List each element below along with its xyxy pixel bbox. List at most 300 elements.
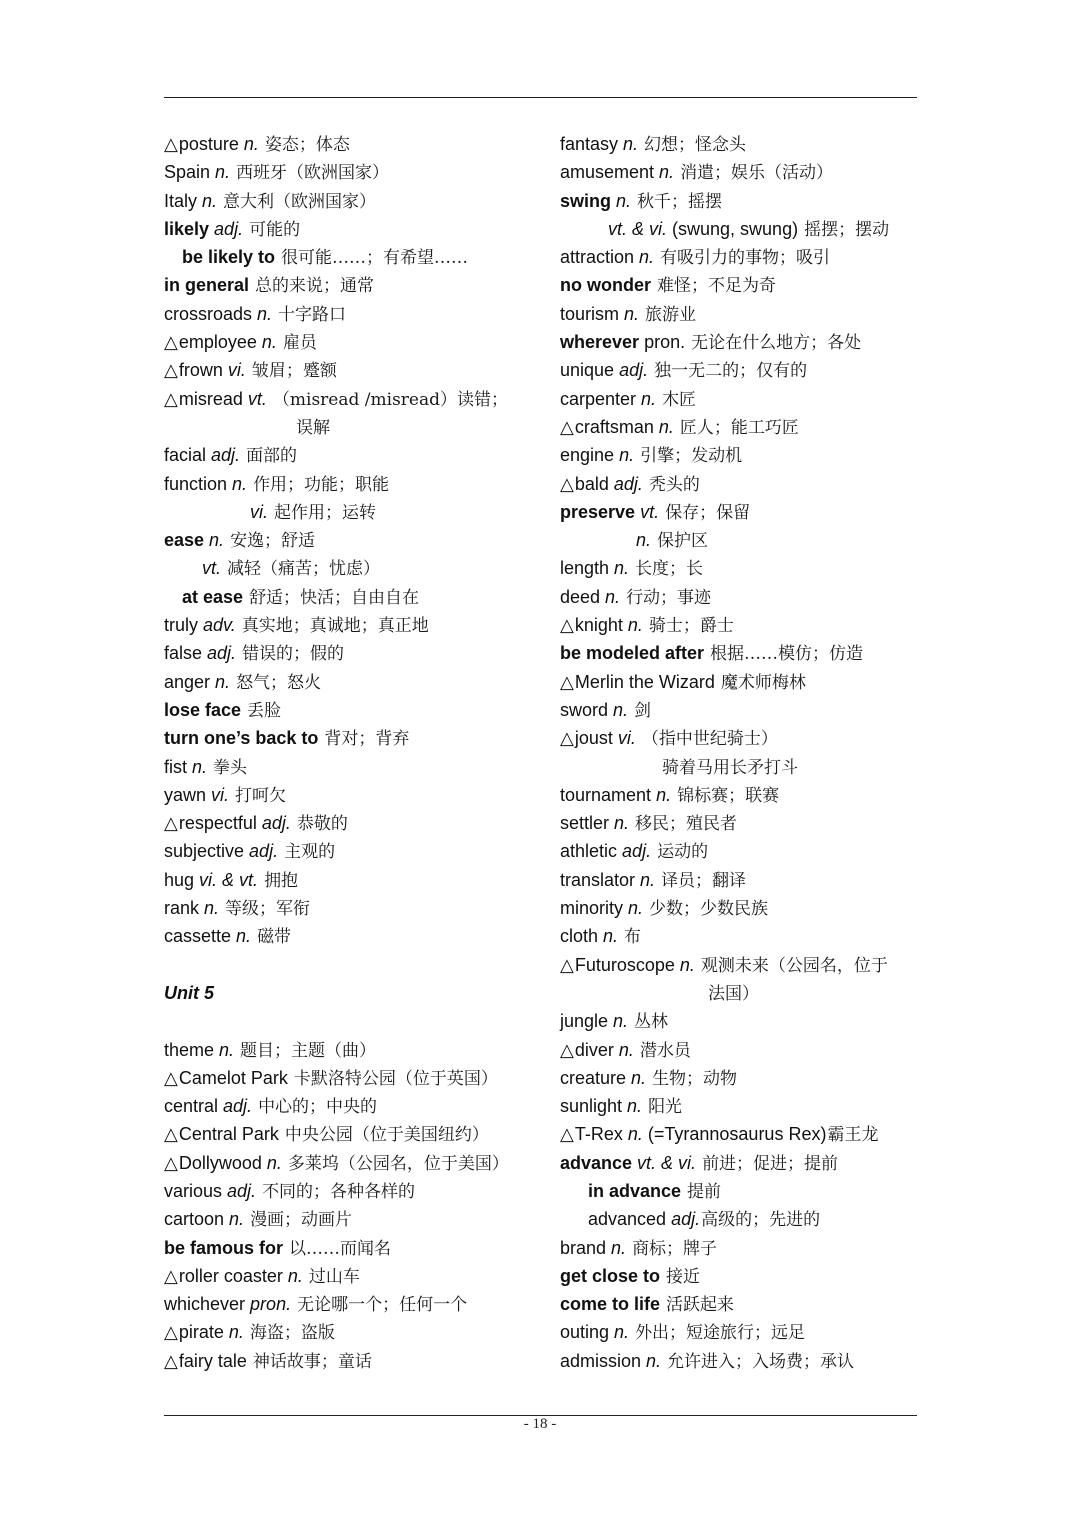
headword: be likely to — [182, 247, 276, 268]
chinese-meaning: 面部的 — [246, 446, 298, 467]
vocab-entry — [164, 1149, 544, 1177]
chinese-meaning: 磁带 — [257, 927, 292, 948]
part-of-speech: vi. — [612, 728, 636, 749]
vocab-entry — [164, 215, 544, 243]
chinese-meaning: 锦标赛；联赛 — [677, 785, 780, 806]
part-of-speech: n. — [600, 586, 621, 607]
chinese-meaning: 骑士；爵士 — [648, 616, 734, 637]
part-of-speech: n. — [635, 869, 656, 890]
part-of-speech: n. — [210, 671, 231, 692]
vocab-entry — [560, 356, 930, 384]
vocab-entry — [164, 753, 544, 781]
right-column — [560, 130, 930, 1375]
chinese-meaning: 丛林 — [634, 1012, 669, 1033]
chinese-meaning: 霸王龙 — [827, 1125, 879, 1146]
triangle-icon: △ — [560, 615, 574, 636]
chinese-meaning: 外出；短途旅行；远足 — [635, 1323, 806, 1344]
part-of-speech: adj. — [209, 218, 244, 239]
part-of-speech: n. — [634, 247, 655, 268]
headword: athletic — [560, 841, 618, 862]
chinese-meaning: 保护区 — [657, 531, 709, 552]
triangle-icon: △ — [164, 388, 178, 409]
chinese-meaning: 起作用；运转 — [274, 502, 376, 523]
vocab-entry — [164, 328, 544, 356]
part-of-speech: adj. — [222, 1180, 257, 1201]
part-of-speech: adj. — [617, 841, 652, 862]
headword: ease — [164, 530, 205, 551]
headword: no wonder — [560, 275, 651, 296]
chinese-meaning: 打呵欠 — [235, 785, 287, 806]
vocab-entry — [164, 1347, 544, 1375]
vocab-entry — [560, 1149, 930, 1177]
headword: cloth — [560, 926, 599, 947]
part-of-speech: n. — [608, 1011, 629, 1032]
chinese-meaning: 过山车 — [308, 1266, 360, 1287]
chinese-meaning: 等级；军衔 — [225, 899, 311, 920]
headword: theme — [164, 1039, 215, 1060]
vocab-entry — [164, 158, 544, 186]
vocab-entry — [560, 271, 930, 299]
part-of-speech: n. — [608, 699, 629, 720]
vocab-entry — [560, 809, 930, 837]
vocab-entry — [560, 243, 930, 271]
part-of-speech: n. — [614, 445, 635, 466]
headword: in advance — [588, 1180, 682, 1201]
vocab-entry — [164, 894, 544, 922]
chinese-meaning: 有吸引力的事物；吸引 — [660, 248, 831, 269]
vocab-entry — [164, 526, 544, 554]
chinese-meaning: 丢脸 — [247, 700, 282, 721]
headword: whichever — [164, 1294, 246, 1315]
headword: truly — [164, 615, 199, 636]
chinese-meaning: 布 — [624, 927, 642, 948]
headword: Italy — [164, 190, 198, 211]
part-of-speech: n. — [238, 134, 259, 154]
chinese-meaning: 主观的 — [284, 842, 336, 863]
chinese-meaning: 恭敬的 — [296, 814, 348, 835]
vocab-entry — [164, 866, 544, 894]
vocab-entry — [560, 781, 930, 809]
headword: likely — [164, 218, 210, 239]
headword: roller coaster — [178, 1265, 283, 1286]
triangle-icon: △ — [560, 416, 574, 437]
vocab-entry — [560, 1234, 930, 1262]
chinese-meaning: 旅游业 — [645, 304, 697, 325]
headword: crossroads — [164, 303, 253, 324]
chinese-meaning: 商标；牌子 — [632, 1238, 718, 1259]
part-of-speech: n. — [261, 1152, 282, 1173]
vocab-entry — [164, 1064, 544, 1092]
chinese-meaning: 阳光 — [648, 1097, 683, 1118]
chinese-meaning: 无论在什么地方；各处 — [691, 333, 862, 354]
chinese-meaning: 意大利（欧洲国家） — [223, 191, 377, 212]
chinese-meaning: 背对；背弃 — [324, 729, 410, 750]
headword: admission — [560, 1350, 642, 1371]
chinese-meaning: 提前 — [687, 1181, 722, 1202]
part-of-speech: n. — [224, 1209, 245, 1230]
triangle-icon: △ — [560, 728, 574, 749]
chinese-meaning: 减轻（痛苦；忧虑） — [227, 559, 381, 580]
headword: Spain — [164, 162, 211, 183]
vocab-entry — [560, 724, 930, 752]
vocab-entry — [164, 1205, 544, 1233]
chinese-meaning: 很可能……；有希望…… — [281, 248, 469, 269]
chinese-meaning: 错误的；假的 — [242, 644, 345, 665]
part-of-speech: n. — [654, 162, 675, 183]
part-of-speech: n. — [636, 530, 652, 551]
part-of-speech: adj. — [202, 643, 237, 664]
headword: unique — [560, 360, 615, 381]
chinese-meaning: 消遣；娱乐（活动） — [680, 163, 834, 184]
headword: Dollywood — [178, 1152, 262, 1173]
chinese-meaning: 安逸；舒适 — [230, 531, 316, 552]
headword: sunlight — [560, 1096, 623, 1117]
headword: creature — [560, 1067, 627, 1088]
vocab-entry — [164, 1234, 544, 1262]
headword: outing — [560, 1322, 610, 1343]
part-of-speech: pron. — [639, 332, 686, 353]
vocab-entry — [164, 243, 544, 271]
vocab-entry — [560, 979, 930, 1007]
vocab-entry — [164, 413, 544, 441]
headword: come to life — [560, 1294, 661, 1315]
chinese-meaning: 以……而闻名 — [289, 1238, 392, 1259]
headword: carpenter — [560, 388, 637, 409]
part-of-speech: vi. — [206, 784, 230, 805]
part-of-speech: n. — [653, 416, 674, 437]
triangle-icon: △ — [560, 1039, 574, 1060]
headword: preserve — [560, 501, 636, 522]
headword: hug — [164, 869, 195, 890]
vocab-entry — [560, 158, 930, 186]
headword: posture — [178, 134, 239, 154]
part-of-speech: n. — [609, 1322, 630, 1343]
chinese-meaning: 接近 — [666, 1266, 701, 1287]
chinese-meaning: 无论哪一个；任何一个 — [297, 1295, 468, 1316]
chinese-meaning: 误解 — [296, 417, 330, 438]
chinese-meaning: 多莱坞（公园名，位于美国） — [287, 1153, 509, 1174]
vocab-entry — [164, 554, 544, 582]
vocab-entry — [164, 583, 544, 611]
chinese-meaning: 怒气；怒火 — [236, 672, 322, 693]
chinese-meaning: 观测未来（公园名，位于 — [700, 955, 888, 976]
vocab-entry — [560, 1318, 930, 1346]
vocab-entry — [560, 696, 930, 724]
part-of-speech: adj. — [608, 473, 643, 494]
headword: sword — [560, 699, 609, 720]
part-of-speech: n. — [611, 190, 632, 211]
chinese-meaning: 高级的；先进的 — [701, 1210, 821, 1231]
headword: joust — [574, 728, 613, 749]
part-of-speech: vi. — [250, 501, 268, 522]
headword: translator — [560, 869, 636, 890]
part-of-speech: n. — [622, 615, 643, 636]
vocab-entry — [164, 696, 544, 724]
part-of-speech: adj. — [244, 841, 279, 862]
triangle-icon: △ — [164, 1067, 178, 1088]
headword: in general — [164, 275, 250, 296]
vocab-entry — [560, 1064, 930, 1092]
part-of-speech: n. — [223, 1322, 244, 1343]
chinese-meaning: 秃头的 — [648, 474, 700, 495]
part-of-speech: adj. — [206, 445, 241, 466]
chinese-meaning: 移民；殖民者 — [635, 814, 738, 835]
vocab-entry — [164, 837, 544, 865]
chinese-meaning: 十字路口 — [278, 304, 347, 325]
chinese-meaning: 神话故事；童话 — [252, 1351, 372, 1372]
part-of-speech: n. — [252, 303, 273, 324]
chinese-meaning: 译员；翻译 — [661, 870, 747, 891]
chinese-meaning: 运动的 — [657, 842, 709, 863]
triangle-icon: △ — [164, 134, 178, 154]
part-of-speech: n. — [609, 558, 630, 579]
vocab-entry — [560, 498, 930, 526]
vocab-entry — [164, 1177, 544, 1205]
part-of-speech: n. — [187, 756, 208, 777]
triangle-icon: △ — [164, 1152, 178, 1173]
part-of-speech: n. — [231, 926, 252, 947]
chinese-meaning: 活跃起来 — [666, 1295, 735, 1316]
vocab-entry — [164, 922, 544, 950]
part-of-speech: vt. — [635, 501, 660, 522]
part-of-speech: adj. — [666, 1209, 701, 1230]
vocab-entry — [164, 781, 544, 809]
vocab-entry — [164, 611, 544, 639]
headword: pirate — [178, 1322, 224, 1343]
headword: be famous for — [164, 1237, 284, 1258]
chinese-meaning: 卡默洛特公园（位于英国） — [293, 1068, 498, 1089]
chinese-meaning: 雇员 — [282, 333, 317, 354]
vocab-entry — [560, 611, 930, 639]
chinese-meaning: 长度；长 — [635, 559, 704, 580]
headword: various — [164, 1180, 223, 1201]
chinese-meaning: 行动；事迹 — [626, 587, 712, 608]
chinese-meaning: 少数；少数民族 — [649, 899, 769, 920]
vocab-entry — [560, 526, 930, 554]
vocab-entry — [164, 1262, 544, 1290]
vocab-entry — [164, 809, 544, 837]
left-column — [164, 130, 544, 1375]
part-of-speech: n. — [622, 1096, 643, 1117]
part-of-speech: n. — [623, 898, 644, 919]
headword: function — [164, 473, 228, 494]
headword: advance — [560, 1152, 633, 1173]
word-note: (swung, swung) — [667, 218, 799, 239]
chinese-meaning: 摇摆；摆动 — [804, 219, 890, 240]
vocab-entry — [560, 385, 930, 413]
part-of-speech: adj. — [256, 813, 291, 834]
vocab-entry — [164, 639, 544, 667]
part-of-speech: vi. & vt. — [194, 869, 259, 890]
headword: facial — [164, 445, 207, 466]
part-of-speech: vi. — [222, 360, 246, 381]
vocab-entry — [164, 187, 544, 215]
chinese-meaning: 允许进入；入场费；承认 — [667, 1351, 855, 1372]
headword: misread — [178, 388, 243, 409]
vocab-entry — [164, 385, 544, 413]
part-of-speech: n. — [256, 332, 277, 353]
part-of-speech: n. — [214, 1039, 235, 1060]
chinese-meaning: 生物；动物 — [652, 1068, 738, 1089]
vocab-entry — [560, 300, 930, 328]
headword: rank — [164, 898, 200, 919]
part-of-speech: n. — [227, 473, 248, 494]
chinese-meaning: 木匠 — [662, 389, 697, 410]
vocab-entry — [560, 187, 930, 215]
headword: anger — [164, 671, 211, 692]
part-of-speech: n. — [619, 303, 640, 324]
chinese-meaning: 真实地；真诚地；真正地 — [241, 616, 429, 637]
headword: Futuroscope — [574, 954, 675, 975]
vocab-entry — [560, 1205, 930, 1233]
chinese-meaning: 中央公园（位于美国纽约） — [284, 1125, 489, 1146]
vocab-entry — [560, 1347, 930, 1375]
triangle-icon: △ — [560, 473, 574, 494]
part-of-speech: n. — [636, 388, 657, 409]
headword: cartoon — [164, 1209, 225, 1230]
vocab-entry — [164, 271, 544, 299]
headword: settler — [560, 813, 610, 834]
vocab-entry — [164, 1290, 544, 1318]
chinese-meaning: 剑 — [634, 700, 652, 721]
part-of-speech: n. — [606, 1237, 627, 1258]
part-of-speech: n. — [197, 190, 218, 211]
page-number: - 18 - — [523, 1416, 557, 1432]
headword: frown — [178, 360, 223, 381]
headword: knight — [574, 615, 623, 636]
headword: deed — [560, 586, 601, 607]
headword: employee — [178, 332, 257, 353]
triangle-icon: △ — [164, 1265, 178, 1286]
vocab-entry — [164, 470, 544, 498]
chinese-meaning: 难怪；不足为奇 — [657, 276, 776, 297]
headword: attraction — [560, 247, 635, 268]
headword: brand — [560, 1237, 607, 1258]
chinese-meaning: 作用；功能；职能 — [253, 474, 390, 495]
headword: fist — [164, 756, 188, 777]
vocab-entry — [560, 639, 930, 667]
blank-line — [164, 1007, 544, 1035]
chinese-meaning: 独一无二的；仅有的 — [654, 361, 808, 382]
headword: subjective — [164, 841, 245, 862]
headword: T-Rex — [574, 1124, 623, 1145]
vocab-entry — [560, 554, 930, 582]
chinese-meaning: 前进；促进；提前 — [702, 1153, 839, 1174]
vocab-entry — [164, 1092, 544, 1120]
headword: jungle — [560, 1011, 609, 1032]
word-note: (=Tyrannosaurus Rex) — [642, 1124, 827, 1145]
vocab-entry — [560, 583, 930, 611]
part-of-speech: n. — [618, 134, 639, 154]
chinese-meaning: （指中世纪骑士） — [641, 729, 778, 750]
headword: minority — [560, 898, 624, 919]
part-of-speech: pron. — [245, 1294, 292, 1315]
vocab-entry — [560, 951, 930, 979]
part-of-speech: vt. & vi. — [632, 1152, 697, 1173]
headword: be modeled after — [560, 643, 705, 664]
part-of-speech: n. — [641, 1350, 662, 1371]
chinese-meaning: 骑着马用长矛打斗 — [662, 757, 798, 778]
part-of-speech: n. — [282, 1265, 303, 1286]
vocab-entry — [164, 1036, 544, 1064]
vocab-entry — [164, 130, 544, 158]
chinese-meaning: 总的来说；通常 — [255, 276, 375, 297]
chinese-meaning: 题目；主题（曲） — [240, 1040, 377, 1061]
part-of-speech: vt. — [242, 388, 267, 409]
headword: swing — [560, 190, 612, 211]
triangle-icon: △ — [560, 671, 574, 692]
triangle-icon: △ — [164, 360, 178, 381]
vocab-entry — [560, 130, 930, 158]
chinese-meaning: 拥抱 — [264, 870, 299, 891]
chinese-meaning: 中心的；中央的 — [258, 1097, 378, 1118]
headword: at ease — [182, 586, 244, 607]
vocab-entry — [560, 441, 930, 469]
headword: craftsman — [574, 416, 654, 437]
triangle-icon: △ — [164, 813, 178, 834]
vocab-entry — [560, 1177, 930, 1205]
headword: turn one’s back to — [164, 728, 319, 749]
vocab-entry — [164, 1120, 544, 1148]
part-of-speech: adj. — [614, 360, 649, 381]
headword: advanced — [588, 1209, 667, 1230]
headword: lose face — [164, 699, 242, 720]
headword: false — [164, 643, 203, 664]
vocab-entry — [560, 413, 930, 441]
part-of-speech: adv. — [198, 615, 236, 636]
chinese-meaning: 舒适；快活；自由自在 — [249, 587, 420, 608]
vocab-entry — [560, 837, 930, 865]
vocab-entry — [560, 922, 930, 950]
part-of-speech: n. — [674, 954, 695, 975]
part-of-speech: vt. & vi. — [608, 218, 668, 239]
headword: yawn — [164, 784, 207, 805]
headword: length — [560, 558, 610, 579]
part-of-speech: adj. — [218, 1096, 253, 1117]
chinese-meaning: 西班牙（欧洲国家） — [236, 163, 390, 184]
headword: Central Park — [178, 1124, 279, 1145]
chinese-meaning: 法国） — [708, 983, 759, 1004]
vocab-entry — [560, 470, 930, 498]
chinese-meaning: 不同的；各种各样的 — [262, 1181, 416, 1202]
part-of-speech: n. — [210, 162, 231, 183]
headword: cassette — [164, 926, 232, 947]
vocab-entry — [560, 328, 930, 356]
vocab-entry — [164, 498, 544, 526]
vocab-entry — [560, 215, 930, 243]
header-rule — [164, 97, 917, 98]
triangle-icon: △ — [560, 1124, 574, 1145]
triangle-icon: △ — [164, 1124, 178, 1145]
chinese-meaning: 海盗；盗版 — [249, 1323, 335, 1344]
headword: Merlin the Wizard — [574, 671, 715, 692]
vocab-entry — [560, 894, 930, 922]
chinese-meaning: 保存；保留 — [665, 502, 751, 523]
part-of-speech: n. — [651, 784, 672, 805]
headword: wherever — [560, 332, 640, 353]
chinese-meaning: 皱眉；蹙额 — [251, 361, 337, 382]
chinese-meaning: 姿态；体态 — [264, 135, 350, 155]
headword: respectful — [178, 813, 257, 834]
part-of-speech: vt. — [202, 558, 222, 579]
chinese-meaning: 匠人；能工巧匠 — [679, 417, 799, 438]
chinese-meaning: 秋千；摇摆 — [637, 191, 723, 212]
vocab-entry — [560, 753, 930, 781]
headword: amusement — [560, 162, 655, 183]
headword: tournament — [560, 784, 652, 805]
vocab-entry — [560, 668, 930, 696]
headword: central — [164, 1096, 219, 1117]
